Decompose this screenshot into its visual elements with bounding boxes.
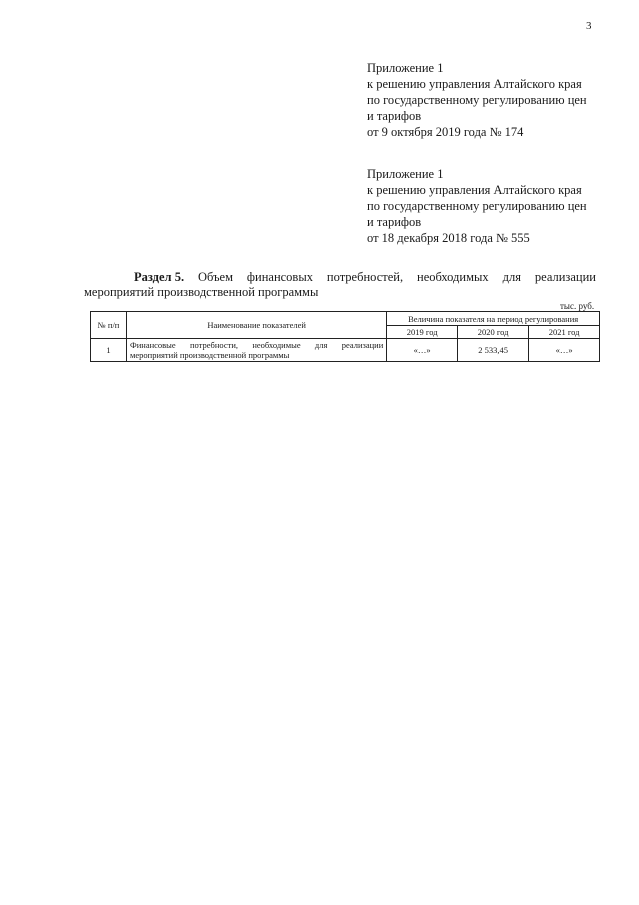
header-period: Величина показателя на период регулирования xyxy=(387,312,600,326)
row-value-2019: «…» xyxy=(387,339,458,362)
heading-word: для xyxy=(502,270,521,284)
heading-word: финансовых xyxy=(246,270,313,284)
row-number: 1 xyxy=(91,339,127,362)
appendix-line: от 18 декабря 2018 года № 555 xyxy=(367,231,530,245)
unit-note: тыс. руб. xyxy=(560,301,595,311)
section-heading-line-2: мероприятий производственной программы xyxy=(84,285,319,299)
heading-word: реализации xyxy=(534,270,596,284)
appendix-line: и тарифов xyxy=(367,109,422,123)
financial-needs-table xyxy=(90,311,600,362)
section-label: Раздел 5. xyxy=(134,270,185,284)
section-heading xyxy=(84,270,596,300)
table-header-row xyxy=(91,312,600,326)
appendix-line: по государственному регулированию цен xyxy=(367,199,587,213)
table-row xyxy=(91,339,600,362)
row-value-2021: «…» xyxy=(529,339,600,362)
header-indicator-name: Наименование показателей xyxy=(127,312,387,339)
header-number: № п/п xyxy=(91,312,127,339)
page-number: 3 xyxy=(586,20,592,32)
section-heading-line-1 xyxy=(84,270,596,285)
row-indicator-name: Финансовые потребности, необходимые для реализации мероприятий производственной программы xyxy=(127,339,387,362)
appendix-line: от 9 октября 2019 года № 174 xyxy=(367,125,524,139)
heading-word: потребностей, xyxy=(326,270,404,284)
appendix-block-previous xyxy=(367,166,617,246)
appendix-line: к решению управления Алтайского края xyxy=(367,183,582,197)
appendix-block-current xyxy=(367,60,617,140)
header-year-2020: 2020 год xyxy=(458,326,529,339)
appendix-line: к решению управления Алтайского края xyxy=(367,77,582,91)
appendix-line: и тарифов xyxy=(367,215,422,229)
header-year-2019: 2019 год xyxy=(387,326,458,339)
appendix-line: по государственному регулированию цен xyxy=(367,93,587,107)
heading-word: Объем xyxy=(198,270,233,284)
row-value-2020: 2 533,45 xyxy=(458,339,529,362)
heading-word: необходимых xyxy=(417,270,489,284)
appendix-line: Приложение 1 xyxy=(367,61,444,75)
header-year-2021: 2021 год xyxy=(529,326,600,339)
appendix-line: Приложение 1 xyxy=(367,167,444,181)
